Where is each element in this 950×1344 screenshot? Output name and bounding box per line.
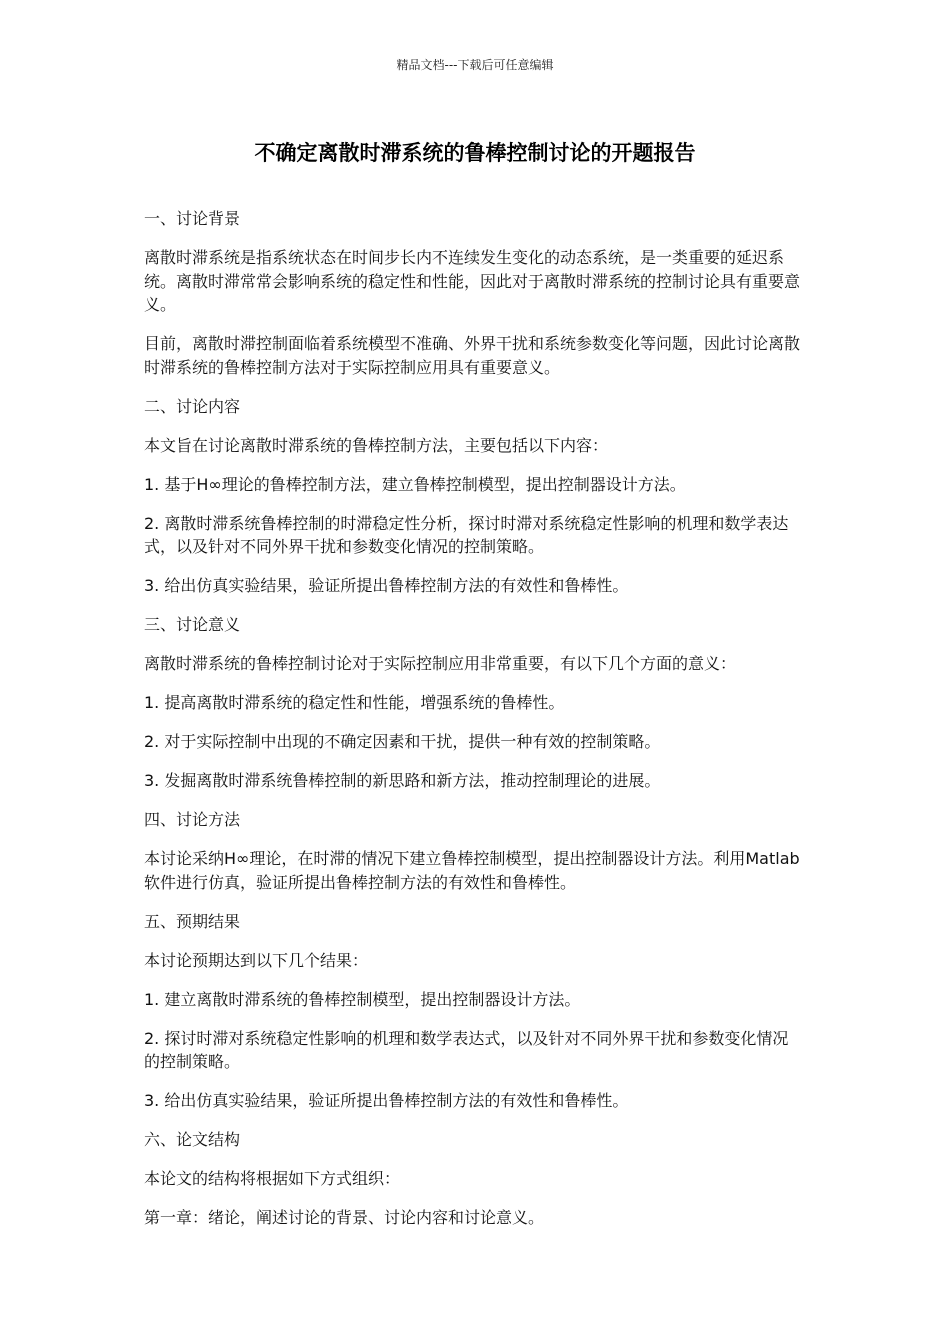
section-heading-method: 四、讨论方法 xyxy=(144,810,241,829)
paragraph: 第一章：绪论，阐述讨论的背景、讨论内容和讨论意义。 xyxy=(144,1208,545,1227)
list-item: 2. 对于实际控制中出现的不确定因素和干扰，提供一种有效的控制策略。 xyxy=(144,732,661,751)
paragraph: 本讨论预期达到以下几个结果： xyxy=(144,950,369,970)
list-item: 1. 提高离散时滞系统的稳定性和性能，增强系统的鲁棒性。 xyxy=(144,693,565,712)
document-title: 不确定离散时滞系统的鲁棒控制讨论的开题报告 xyxy=(254,141,696,165)
paragraph: 目前，离散时滞控制面临着系统模型不准确、外界干扰和系统参数变化等问题，因此讨论离散时滞系统的鲁棒控制方法对于实际控制应用具有重要意义。 xyxy=(144,334,801,377)
paragraph: 本论文的结构将根据如下方式组织： xyxy=(144,1169,401,1188)
section-heading-content: 二、讨论内容 xyxy=(144,396,241,416)
section-heading-expected-results: 五、预期结果 xyxy=(144,911,241,931)
list-item: 3. 给出仿真实验结果，验证所提出鲁棒控制方法的有效性和鲁棒性。 xyxy=(144,1091,629,1110)
paragraph: 本讨论采纳H∞理论，在时滞的情况下建立鲁棒控制模型，提出控制器设计方法。利用Matlab软件进行仿真，验证所提出鲁棒控制方法的有效性和鲁棒性。 xyxy=(144,849,800,892)
section-heading-background: 一、讨论背景 xyxy=(144,209,241,228)
paragraph: 离散时滞系统是指系统状态在时间步长内不连续发生变化的动态系统，是一类重要的延迟系统。离散时滞常常会影响系统的稳定性和性能，因此对于离散时滞系统的控制讨论具有重要意义。 xyxy=(144,248,801,314)
section-heading-significance: 三、讨论意义 xyxy=(144,615,241,634)
document-body xyxy=(144,207,804,1245)
list-item: 3. 给出仿真实验结果，验证所提出鲁棒控制方法的有效性和鲁棒性。 xyxy=(144,576,629,595)
list-item: 2. 探讨时滞对系统稳定性影响的机理和数学表达式，以及针对不同外界干扰和参数变化情况的控制策略。 xyxy=(144,1028,789,1071)
list-item: 1. 建立离散时滞系统的鲁棒控制模型，提出控制器设计方法。 xyxy=(144,989,581,1009)
section-heading-structure: 六、论文结构 xyxy=(144,1130,241,1149)
list-item: 2. 离散时滞系统鲁棒控制的时滞稳定性分析，探讨时滞对系统稳定性影响的机理和数学表达式，以及针对不同外界干扰和参数变化情况的控制策略。 xyxy=(144,513,789,556)
paragraph: 离散时滞系统的鲁棒控制讨论对于实际控制应用非常重要，有以下几个方面的意义： xyxy=(144,654,737,673)
header-note: 精品文档---下载后可任意编辑 xyxy=(396,58,554,72)
list-item: 3. 发掘离散时滞系统鲁棒控制的新思路和新方法，推动控制理论的进展。 xyxy=(144,771,661,790)
list-item: 1. 基于H∞理论的鲁棒控制方法，建立鲁棒控制模型，提出控制器设计方法。 xyxy=(144,474,686,494)
paragraph: 本文旨在讨论离散时滞系统的鲁棒控制方法，主要包括以下内容： xyxy=(144,435,609,455)
